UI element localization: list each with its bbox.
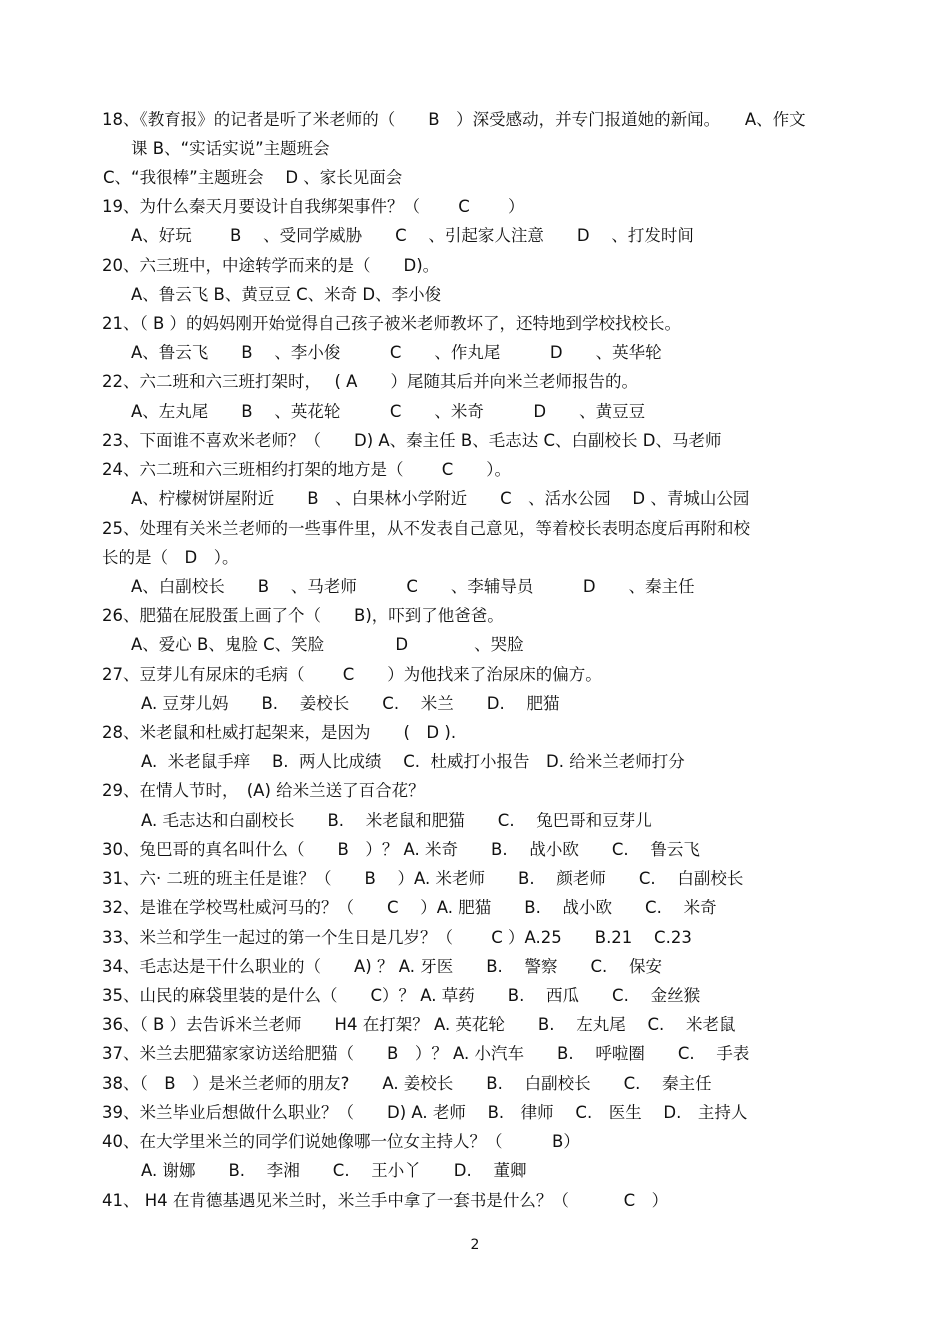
question-36: 36、（ B ）去告诉米兰老师 H4 在打架？ A. 英花轮 B. 左丸尾 C. 米老鼠 bbox=[102, 1015, 736, 1034]
question-18-line-1: 18、《教育报》的记者是听了米老师的（ B ）深受感动，并专门报道她的新闻。 A、作文 bbox=[102, 110, 806, 129]
question-18-line-2: 课 B、“实话实说”主题班会 bbox=[131, 139, 330, 158]
question-38: 38、（ B ）是米兰老师的朋友? A. 姜校长 B. 白副校长 C. 秦主任 bbox=[102, 1074, 712, 1093]
question-21: 21、（ B ）的妈妈刚开始觉得自己孩子被米老师教坏了，还特地到学校找校长。 bbox=[102, 314, 682, 333]
page-number: 2 bbox=[470, 1237, 480, 1253]
question-40: 40、在大学里米兰的同学们说她像哪一位女主持人？（ B） bbox=[102, 1132, 580, 1151]
question-33: 33、米兰和学生一起过的第一个生日是几岁？（ C ）A.25 B.21 C.23 bbox=[102, 928, 692, 947]
question-28: 28、米老鼠和杜威打起架来，是因为 ( D ). bbox=[102, 723, 457, 742]
question-21-options: A、鲁云飞 B 、李小俊 C 、作丸尾 D 、英华轮 bbox=[131, 343, 662, 362]
question-40-options: A. 谢娜 B. 李湘 C. 王小丫 D. 董卿 bbox=[141, 1161, 527, 1180]
question-39: 39、米兰毕业后想做什么职业？（ D) A. 老师 B. 律师 C. 医生 D. 主持人 bbox=[102, 1103, 748, 1122]
question-31: 31、六· 二班的班主任是谁？（ B ）A. 米老师 B. 颜老师 C. 白副校长 bbox=[102, 869, 744, 888]
question-19-options: A、好玩 B 、受同学威胁 C 、引起家人注意 D 、打发时间 bbox=[131, 226, 694, 245]
question-20-options: A、鲁云飞 B、黄豆豆 C、米奇 D、李小俊 bbox=[131, 285, 442, 304]
question-27-options: A. 豆芽儿妈 B. 姜校长 C. 米兰 D. 肥猫 bbox=[141, 694, 560, 713]
question-25-line-2: 长的是（ D ）。 bbox=[102, 548, 239, 567]
question-22: 22、六二班和六三班打架时， ( A ）尾随其后并向米兰老师报告的。 bbox=[102, 372, 638, 391]
question-32: 32、是谁在学校骂杜威河马的？（ C ）A. 肥猫 B. 战小欧 C. 米奇 bbox=[102, 898, 717, 917]
question-25-line-1: 25、处理有关米兰老师的一些事件里，从不发表自己意见，等着校长表明态度后再附和校 bbox=[102, 519, 750, 538]
question-22-options: A、左丸尾 B 、英花轮 C 、米奇 D 、黄豆豆 bbox=[131, 402, 646, 421]
question-30: 30、兔巴哥的真名叫什么（ B ）？ A. 米奇 B. 战小欧 C. 鲁云飞 bbox=[102, 840, 700, 859]
question-26-options: A、爱心 B、鬼脸 C、笑脸 D 、哭脸 bbox=[131, 635, 524, 654]
question-23: 23、下面谁不喜欢米老师？（ D) A、秦主任 B、毛志达 C、白副校长 D、马老师 bbox=[102, 431, 722, 450]
question-25-options: A、白副校长 B 、马老师 C 、李辅导员 D 、秦主任 bbox=[131, 577, 695, 596]
question-18-line-3: C、“我很棒”主题班会 D 、家长见面会 bbox=[103, 168, 403, 187]
question-26: 26、肥猫在屁股蛋上画了个（ B)，吓到了他爸爸。 bbox=[102, 606, 504, 625]
question-19: 19、为什么秦天月要设计自我绑架事件？（ C ） bbox=[102, 197, 525, 216]
question-29-options: A. 毛志达和白副校长 B. 米老鼠和肥猫 C. 兔巴哥和豆芽儿 bbox=[141, 811, 652, 830]
question-20: 20、六三班中，中途转学而来的是（ D)。 bbox=[102, 256, 440, 275]
question-41: 41、 H4 在肯德基遇见米兰时，米兰手中拿了一套书是什么？（ C ） bbox=[102, 1191, 669, 1210]
question-34: 34、毛志达是干什么职业的（ A) ？ A. 牙医 B. 警察 C. 保安 bbox=[102, 957, 663, 976]
question-24-options: A、柠檬树饼屋附近 B 、白果林小学附近 C 、活水公园 D 、青城山公园 bbox=[131, 489, 750, 508]
question-35: 35、山民的麻袋里装的是什么（ C）？ A. 草药 B. 西瓜 C. 金丝猴 bbox=[102, 986, 701, 1005]
question-29: 29、在情人节时， (A) 给米兰送了百合花？ bbox=[102, 781, 425, 800]
question-37: 37、米兰去肥猫家家访送给肥猫（ B ）？ A. 小汽车 B. 呼啦圈 C. 手表 bbox=[102, 1044, 750, 1063]
question-27: 27、豆芽儿有尿床的毛病（ C ）为他找来了治尿床的偏方。 bbox=[102, 665, 602, 684]
question-24: 24、六二班和六三班相约打架的地方是（ C ）。 bbox=[102, 460, 512, 479]
question-28-options: A. 米老鼠手痒 B. 两人比成绩 C. 杜威打小报告 D. 给米兰老师打分 bbox=[141, 752, 685, 771]
